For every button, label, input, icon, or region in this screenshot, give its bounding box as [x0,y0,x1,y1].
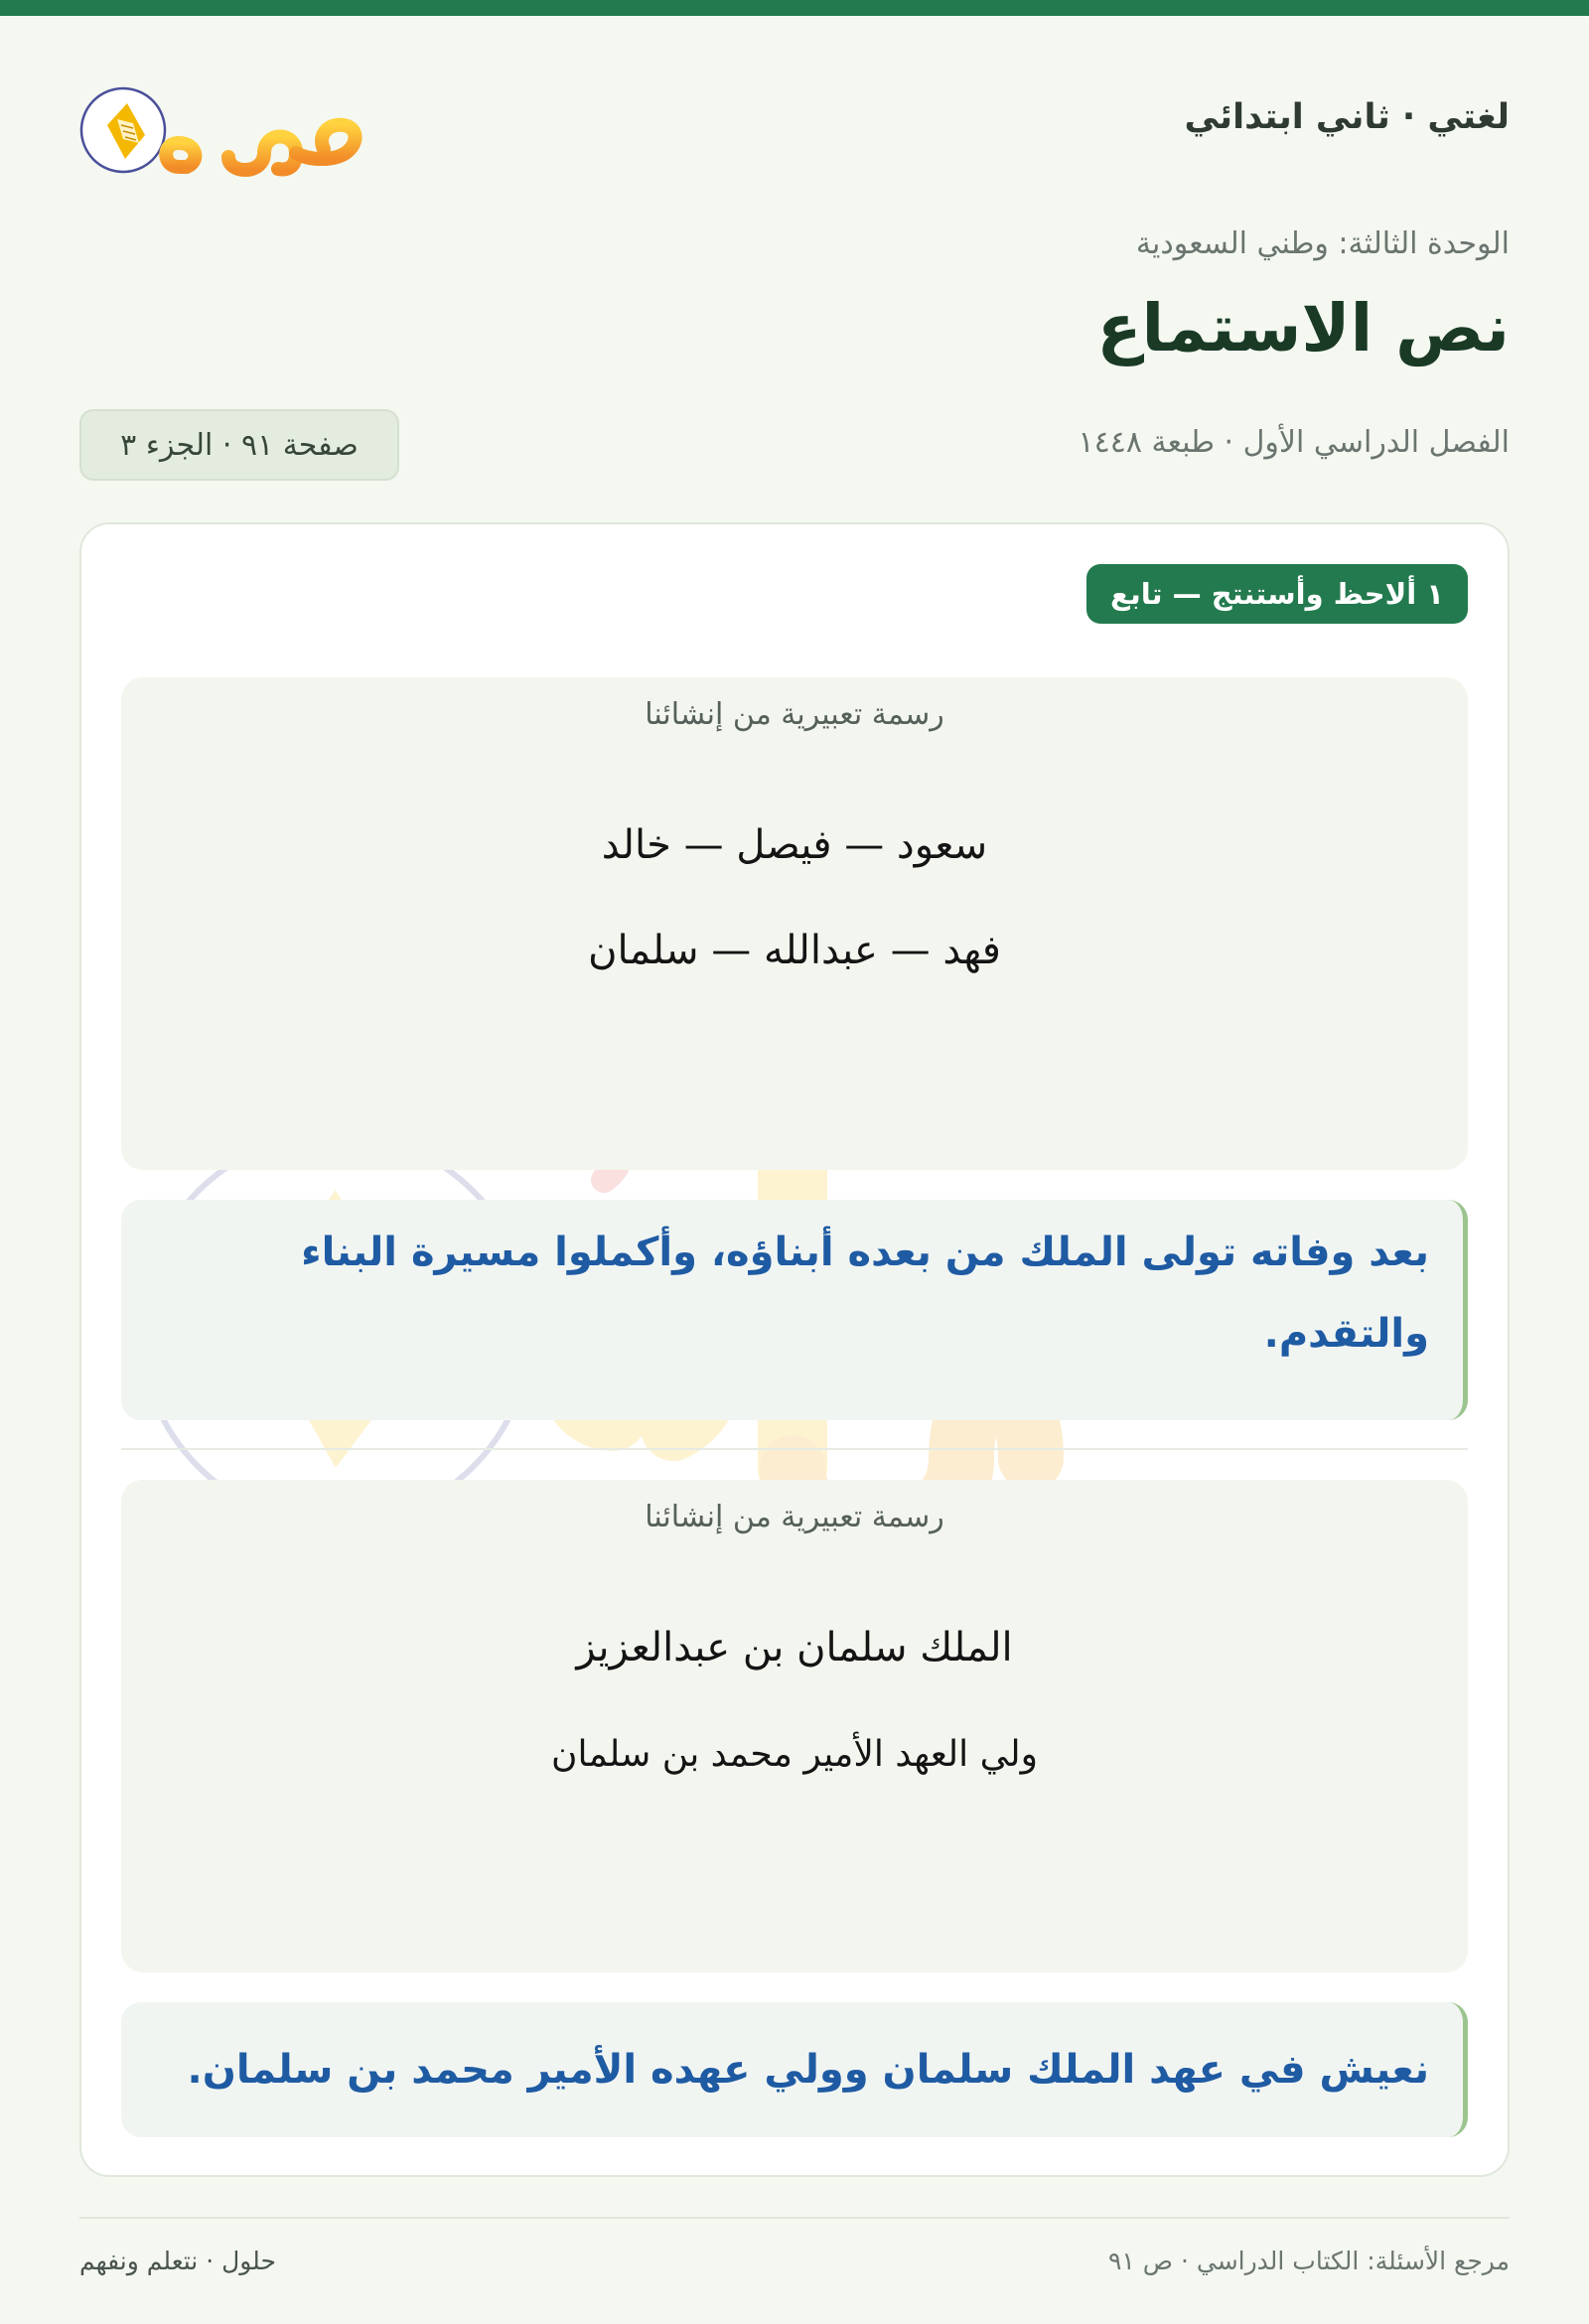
footer-reference: مرجع الأسئلة: الكتاب الدراسي · ص ٩١ [1107,2247,1510,2275]
footer-divider [79,2217,1510,2219]
page-title: نص الاستماع [1096,290,1510,366]
illustration-current-leaders [121,1480,1468,1972]
page-header [79,58,1510,187]
subject-title: لغتي · ثاني ابتدائي [1184,97,1510,137]
site-logo[interactable] [79,58,377,187]
unit-label: الوحدة الثالثة: وطني السعودية [1135,226,1510,261]
logo-icon [79,58,377,187]
illustration-kings-sons [121,677,1468,1170]
section-badge: ١ ألاحظ وأستنتج — تابع [1086,564,1468,624]
content-card [79,522,1510,2177]
illustration-caption: رسمة تعبيرية من إنشائنا [645,1500,944,1534]
illustration-line: الملك سلمان بن عبدالعزيز [576,1625,1013,1670]
illustration-line: سعود — فيصل — خالد [601,822,988,868]
top-accent-bar [0,0,1589,16]
page-number-badge: صفحة ٩١ · الجزء ٣ [79,409,399,481]
semester-edition: الفصل الدراسي الأول · طبعة ١٤٤٨ [1078,425,1510,460]
footer-brand[interactable]: حلول · نتعلم ونفهم [79,2247,276,2275]
illustration-line: ولي العهد الأمير محمد بن سلمان [551,1734,1038,1775]
illustration-caption: رسمة تعبيرية من إنشائنا [645,697,944,732]
answer-text: بعد وفاته تولى الملك من بعده أبناؤه، وأكملوا مسيرة البناء والتقدم. [121,1200,1468,1420]
answer-text-content: نعيش في عهد الملك سلمان وولي عهده الأمير محمد بن سلمان. [187,2047,1429,2093]
answer-text [121,2002,1468,2137]
section-divider [121,1448,1468,1450]
illustration-line: فهد — عبدالله — سلمان [588,928,1001,973]
